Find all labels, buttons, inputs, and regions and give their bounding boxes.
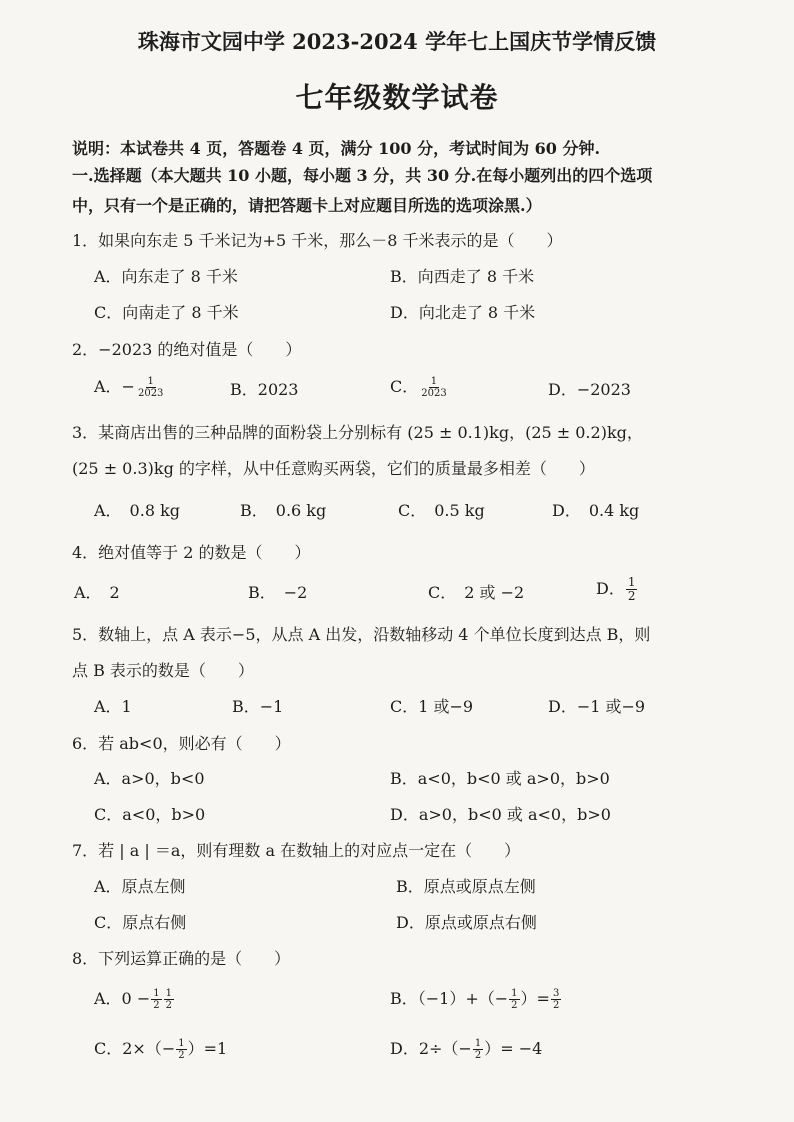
option-prefix: D． — [596, 579, 625, 598]
question-1-option-d: D．向北走了 8 千米 — [390, 303, 536, 322]
question-5-stem-line1: 5．数轴上，点 A 表示−5，从点 A 出发，沿数轴移动 4 个单位长度到达点 B，则 — [72, 625, 651, 644]
school-header: 珠海市文园中学 2023-2024 学年七上国庆节学情反馈 — [137, 29, 657, 54]
question-7-option-d: D．原点或原点右侧 — [396, 913, 537, 932]
question-5-option-d: D．−1 或−9 — [548, 697, 646, 716]
fraction — [151, 988, 161, 1011]
option-suffix: ）=1 — [187, 1039, 228, 1058]
question-2-option-a — [94, 374, 166, 399]
denominator: 2 — [178, 1050, 185, 1061]
denominator: 2 — [165, 1000, 172, 1011]
question-3-stem-line2: (25 ± 0.3)kg 的字样，从中任意购买两袋，它们的质量最多相差（ ） — [72, 459, 595, 478]
question-7-option-b: B．原点或原点左侧 — [396, 877, 536, 896]
numerator: 1 — [147, 376, 154, 387]
question-5-stem-line2: 点 B 表示的数是（ ） — [72, 661, 254, 680]
section-heading-line2: 中，只有一个是正确的，请把答题卡上对应题目所选的选项涂黑.） — [72, 196, 542, 215]
fraction — [419, 376, 448, 399]
paper-title: 七年级数学试卷 — [295, 81, 499, 114]
numerator: 1 — [430, 376, 438, 387]
denominator: 2023 — [137, 388, 164, 399]
question-6-option-b: B．a<0，b<0 或 a>0，b>0 — [390, 769, 610, 788]
question-3-option-c: C． 0.5 kg — [398, 501, 485, 520]
denominator: 2 — [627, 589, 636, 603]
numerator: 1 — [474, 1038, 482, 1049]
question-8-option-a — [94, 986, 175, 1011]
question-6-option-c: C．a<0，b>0 — [94, 805, 206, 824]
numerator: 1 — [511, 988, 518, 999]
option-prefix: A．− — [94, 377, 135, 396]
option-prefix: C．2×（− — [94, 1039, 176, 1058]
denominator: 2 — [153, 1000, 160, 1011]
question-4-stem: 4．绝对值等于 2 的数是（ ） — [72, 543, 311, 562]
question-1-option-b: B．向西走了 8 千米 — [390, 267, 535, 286]
section-heading-line1: 一.选择题（本大题共 10 小题，每小题 3 分，共 30 分.在每小题列出的四个选项 — [72, 166, 653, 185]
fraction — [136, 376, 165, 399]
question-3-option-b: B． 0.6 kg — [240, 501, 327, 520]
question-1-option-c: C．向南走了 8 千米 — [94, 303, 239, 322]
question-1-option-a: A．向东走了 8 千米 — [94, 267, 238, 286]
numerator: 1 — [627, 575, 636, 589]
fraction — [164, 988, 174, 1011]
numerator: 1 — [178, 1038, 185, 1049]
question-4-option-b: B． −2 — [248, 583, 308, 602]
fraction — [509, 988, 519, 1011]
option-suffix: ）= −4 — [484, 1039, 543, 1058]
question-8-option-b — [390, 986, 562, 1011]
question-5-option-a: A．1 — [94, 697, 132, 716]
question-7-option-c: C．原点右侧 — [94, 913, 187, 932]
numerator: 1 — [165, 988, 172, 999]
question-3-option-d: D． 0.4 kg — [552, 501, 640, 520]
option-prefix: C． — [390, 377, 419, 396]
numerator: 3 — [552, 988, 560, 999]
denominator: 2 — [552, 1000, 560, 1011]
question-4-option-a: A． 2 — [74, 583, 120, 602]
denominator: 2 — [474, 1050, 482, 1061]
denominator: 2 — [511, 1000, 518, 1011]
question-7-option-a: A．原点左侧 — [94, 877, 186, 896]
question-7-stem: 7．若 | a | ＝a，则有理数 a 在数轴上的对应点一定在（ ） — [72, 841, 521, 860]
question-4-option-d — [596, 576, 638, 603]
fraction — [626, 576, 638, 603]
question-6-option-a: A．a>0，b<0 — [94, 769, 205, 788]
question-2-option-c — [390, 374, 450, 399]
question-8-stem: 8．下列运算正确的是（ ） — [72, 949, 291, 968]
fraction — [176, 1038, 186, 1061]
question-5-option-c: C．1 或−9 — [390, 697, 474, 716]
option-prefix: B．（−1）+（− — [390, 989, 509, 1008]
question-1-stem: 1．如果向东走 5 千米记为+5 千米，那么－8 千米表示的是（ ） — [72, 231, 563, 250]
question-2-stem: 2．−2023 的绝对值是（ ） — [72, 340, 302, 359]
option-mid: ）= — [520, 989, 550, 1008]
question-8-option-c — [94, 1036, 227, 1061]
fraction — [551, 988, 561, 1011]
question-4-option-c: C． 2 或 −2 — [428, 583, 525, 602]
fraction — [473, 1038, 483, 1061]
question-8-option-d — [390, 1036, 542, 1061]
question-3-stem-line1: 3．某商店出售的三种品牌的面粉袋上分别标有 (25 ± 0.1)kg，(25 ± 0.2)kg， — [72, 423, 643, 442]
question-2-option-d: D．−2023 — [548, 380, 631, 399]
question-2-option-b: B．2023 — [230, 380, 299, 399]
question-3-option-a: A． 0.8 kg — [94, 501, 181, 520]
question-6-option-d: D．a>0，b<0 或 a<0，b>0 — [390, 805, 611, 824]
question-6-stem: 6．若 ab<0，则必有（ ） — [72, 734, 291, 753]
exam-instructions: 说明：本试卷共 4 页，答题卷 4 页，满分 100 分，考试时间为 60 分钟. — [72, 139, 601, 158]
option-prefix: D．2÷（− — [390, 1039, 472, 1058]
denominator: 2023 — [421, 388, 447, 399]
option-prefix: A．0 − — [94, 989, 151, 1008]
numerator: 1 — [153, 988, 160, 999]
question-5-option-b: B．−1 — [232, 697, 284, 716]
